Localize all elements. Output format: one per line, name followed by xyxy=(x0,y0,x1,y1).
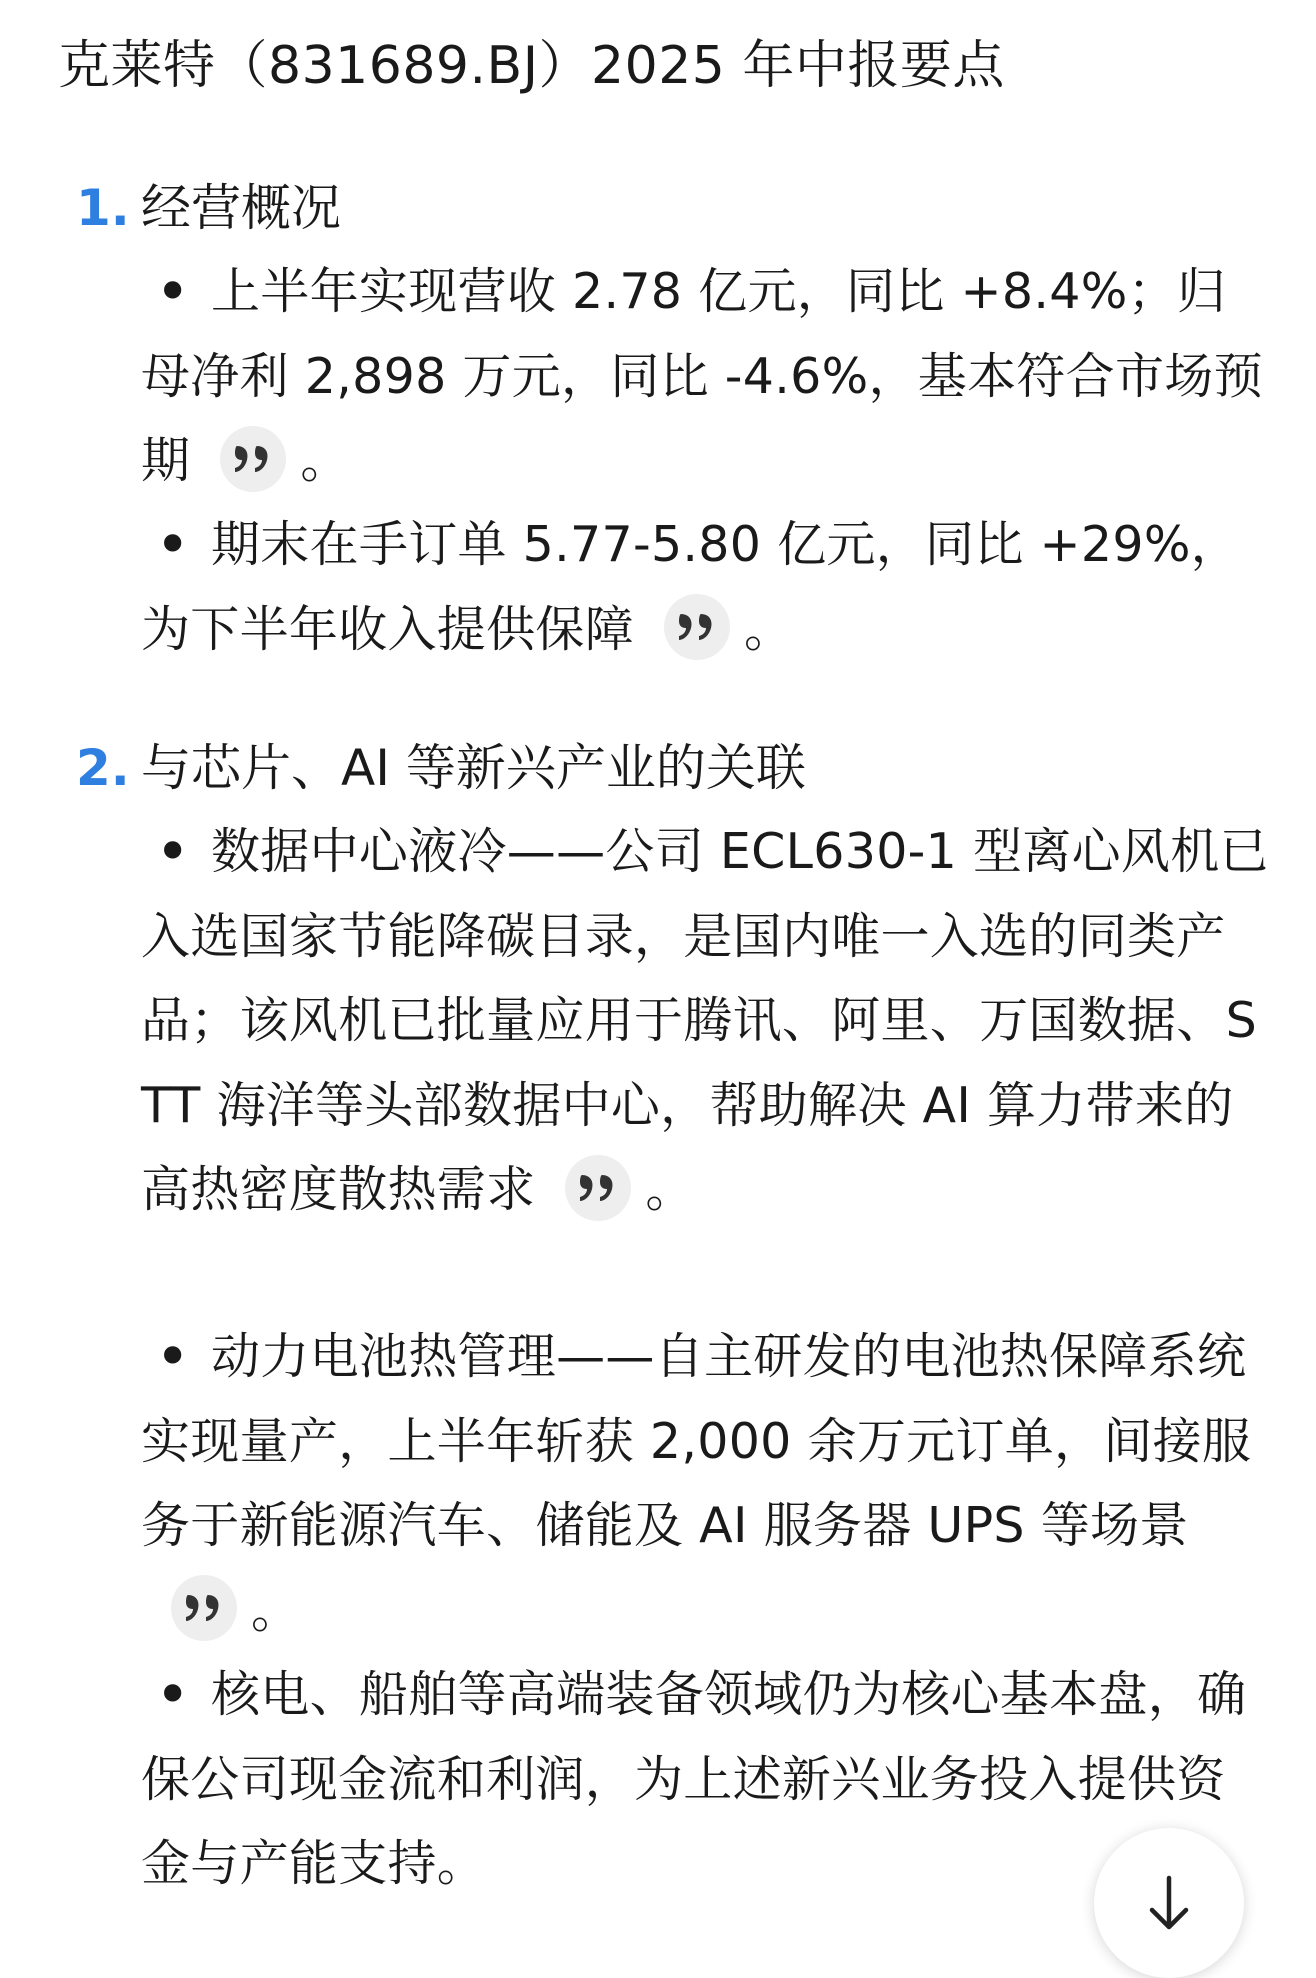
bullet-suffix: 。 xyxy=(251,1581,301,1639)
bullet-marker: • xyxy=(157,516,189,573)
quote-icon[interactable] xyxy=(171,1575,237,1641)
bullet-suffix: 。 xyxy=(645,1161,695,1218)
list-item xyxy=(141,503,1271,672)
bullet-text: 核电、船舶等高端装备领域仍为核心基本盘，确保公司现金流和利润，为上述新兴业务投入提供资金与产能支持。 xyxy=(141,1666,1247,1892)
bullet-marker: • xyxy=(157,263,189,320)
arrow-down-icon xyxy=(1146,1874,1192,1932)
quote-icon[interactable] xyxy=(565,1155,631,1221)
section-number: 1. xyxy=(76,179,130,237)
list-item xyxy=(141,810,1271,1233)
bullet-suffix: 。 xyxy=(744,600,794,658)
quote-icon[interactable] xyxy=(220,426,286,492)
list-item xyxy=(141,1315,1271,1653)
bullet-marker: • xyxy=(157,1666,189,1723)
scroll-down-button[interactable] xyxy=(1094,1828,1244,1978)
bullet-suffix: 。 xyxy=(300,432,350,489)
list-item xyxy=(141,250,1271,504)
bullet-text: 动力电池热管理——自主研发的电池热保障系统实现量产，上半年斩获 2,000 余万元订单，间接服务于新能源汽车、储能及 AI 服务器 UPS 等场景 xyxy=(141,1328,1252,1554)
bullet-text: 期末在手订单 5.77-5.80 亿元，同比 +29%，为下半年收入提供保障 xyxy=(141,516,1240,658)
bullet-text: 上半年实现营收 2.78 亿元，同比 +8.4%；归母净利 2,898 万元，同比 -4.6%，基本符合市场预期 xyxy=(141,263,1263,489)
bullet-marker: • xyxy=(157,823,189,880)
section-title: 经营概况 xyxy=(141,179,341,237)
quote-icon[interactable] xyxy=(664,594,730,660)
bullet-marker: • xyxy=(157,1328,189,1385)
page-title: 克莱特（831689.BJ）2025 年中报要点 xyxy=(58,36,1005,96)
section-title: 与芯片、AI 等新兴产业的关联 xyxy=(141,739,806,797)
section-number: 2. xyxy=(76,739,130,797)
bullet-text: 数据中心液冷——公司 ECL630-1 型离心风机已入选国家节能降碳目录，是国内唯一入选的同类产品；该风机已批量应用于腾讯、阿里、万国数据、STT 海洋等头部数据中心，帮助解决 AI 算力带来的高热密度散热需求 xyxy=(141,823,1269,1218)
